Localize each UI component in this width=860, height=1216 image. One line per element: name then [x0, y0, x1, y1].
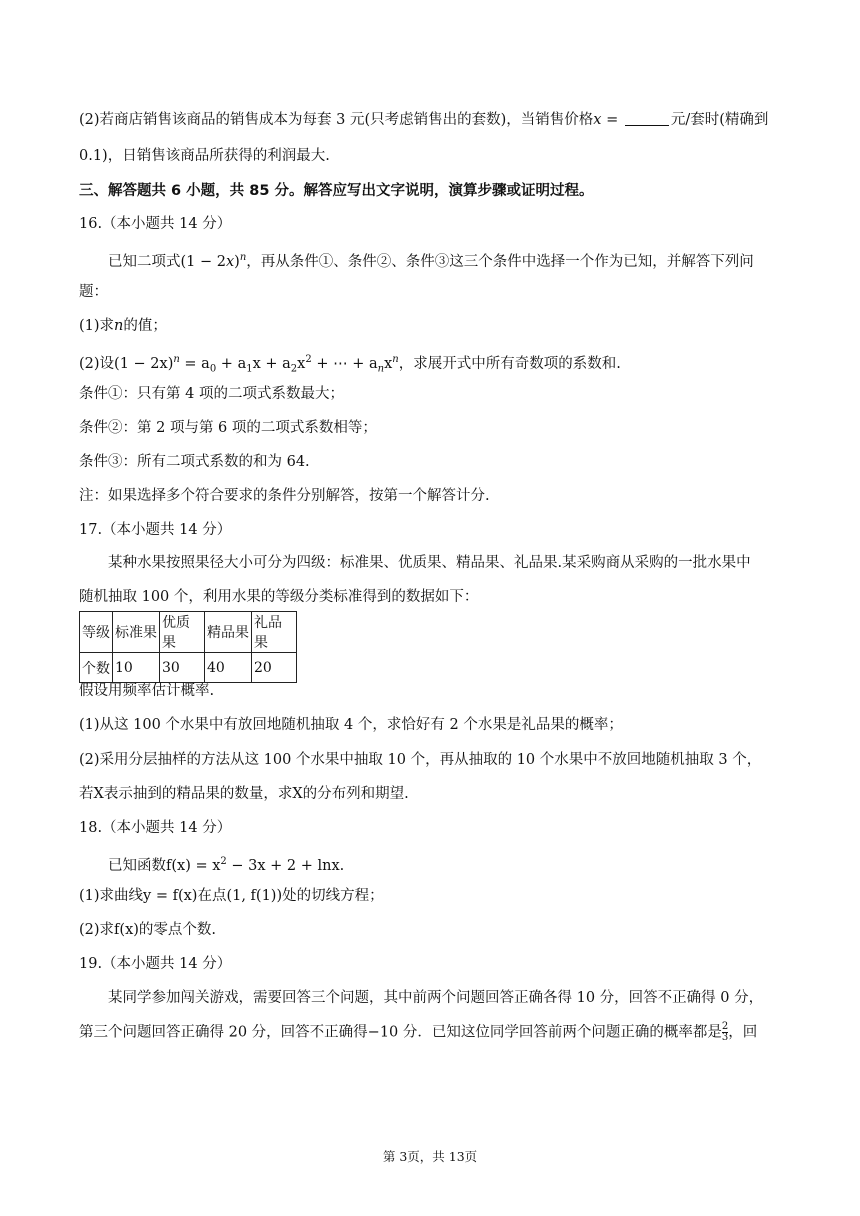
q16-part2-sup: n: [173, 354, 180, 365]
q16-part2-f: + ⋯ + a: [311, 355, 378, 372]
q16-part2: (2)设$(1 - 2x)^n = a_0 + a_1x + a_2x^2$ + ⋯ + $a_nx^n$，求展开式中所有奇数项的系数和.: [79, 354, 621, 375]
q15-part2-text: (2)若商店销售该商品的销售成本为每套 3 元(只考虑销售出的套数)，当销售价格: [79, 112, 594, 128]
q15-part2-line1: [79, 110, 768, 130]
q16-intro-x: x: [225, 253, 235, 270]
q18-intro-a: 已知函数f(x) = x: [108, 857, 221, 874]
section3-heading: 三、解答题共 6 小题，共 85 分。解答应写出文字说明，演算步骤或证明过程。: [79, 183, 594, 199]
q16-intro-a: 已知二项式(1 − 2: [108, 253, 226, 270]
q16-part2-c: + a: [216, 355, 247, 372]
q18-part2: (2)求f(x)的零点个数.: [79, 922, 217, 938]
q19-intro-c: ，回: [728, 1024, 758, 1041]
table-cell: 30: [160, 653, 205, 683]
q16-intro-line2: 题：: [79, 284, 108, 300]
table-cell: 等级: [80, 612, 113, 653]
q16-intro-c: ): [234, 253, 240, 270]
grade-table: [79, 611, 297, 683]
q17-intro-line2: 随机抽取 100 个，利用水果的等级分类标准得到的数据如下：: [79, 589, 479, 605]
q15-part2-text-b: 元/套时(精确到: [670, 112, 769, 128]
page-footer: 第 3页，共 13页: [382, 1149, 478, 1164]
q16-part2-a: (2)设(1 − 2x): [79, 355, 174, 372]
q16-number: 16.（本小题共 14 分）: [79, 216, 232, 232]
q16-part1-b: 的值；: [123, 318, 167, 334]
q16-intro-d: ，再从条件①、条件②、条件③这三个条件中选择一个作为已知，并解答下列问: [246, 253, 754, 270]
table-cell: 优质果: [160, 612, 205, 653]
q15-part2-text-c: 0.1)，日销售该商品所获得的利润最大.: [79, 148, 330, 164]
q17-number: 17.（本小题共 14 分）: [79, 522, 232, 538]
q16-part2-e: x: [297, 355, 306, 372]
table-cell: 20: [252, 653, 297, 683]
fraction-denominator: 3: [721, 1032, 729, 1043]
q16-part2-g: x: [384, 355, 393, 372]
q19-intro-b: 第三个问题回答正确得 20 分，回答不正确得−10 分．已知这位同学回答前两个问题正确的概率都是: [79, 1024, 722, 1041]
table-cell: 礼品果: [252, 612, 297, 653]
q19-number: 19.（本小题共 14 分）: [79, 956, 232, 972]
q17-intro-line1: 某种水果按照果径大小可分为四级：标准果、优质果、精品果、礼品果.某采购商从采购的一批水果中: [108, 555, 751, 571]
table-cell: 10: [113, 653, 160, 683]
q19-intro-line2: [79, 1022, 757, 1043]
q16-cond2: 条件②：第 2 项与第 6 项的二项式系数相等；: [79, 420, 377, 436]
fraction-numerator: 2: [721, 1021, 729, 1032]
q17-part1: (1)从这 100 个水果中有放回地随机抽取 4 个，求恰好有 2 个水果是礼品果的概率；: [79, 717, 623, 733]
q16-intro-sup: n: [239, 252, 247, 263]
q16-intro-line1: [108, 248, 754, 272]
q16-note: 注：如果选择多个符合要求的条件分别解答，按第一个解答计分.: [79, 488, 490, 504]
q18-intro-b: − 3x + 2 + lnx.: [226, 857, 345, 874]
q18-number: 18.（本小题共 14 分）: [79, 820, 232, 836]
q15-var-x: x =: [593, 112, 623, 128]
q18-intro: 已知函数$f(x) = x^2 - 3x + 2 + \ln x$.: [108, 856, 345, 874]
table-cell: 个数: [80, 653, 113, 683]
table-row: [80, 612, 297, 653]
q17-assume: 假设用频率估计概率.: [79, 683, 215, 699]
table-row: [80, 653, 297, 683]
q16-part2-b: = a: [179, 355, 210, 372]
q16-cond3: 条件③：所有二项式系数的和为 64.: [79, 454, 310, 470]
q17-part2-line2: 若X表示抽到的精品果的数量，求X的分布列和期望.: [79, 786, 409, 802]
q19-intro-line1: 某同学参加闯关游戏，需要回答三个问题，其中前两个问题回答正确各得 10 分，回答不正确得 0 分，: [108, 990, 764, 1006]
table-cell: 40: [205, 653, 252, 683]
q16-part2-d: x + a: [252, 355, 291, 372]
q16-part1-a: (1)求: [79, 318, 115, 334]
q16-part1-var: n: [114, 318, 124, 334]
q16-part2-h: ，求展开式中所有奇数项的系数和.: [398, 355, 621, 372]
q18-part1: (1)求曲线y = f(x)在点(1, f(1))处的切线方程；: [79, 888, 384, 904]
q16-part1: [79, 316, 167, 336]
answer-blank: [625, 111, 669, 126]
q15-part2-line2: [79, 146, 330, 166]
table-cell: 标准果: [113, 612, 160, 653]
q16-cond1: 条件①：只有第 4 项的二项式系数最大；: [79, 386, 344, 402]
table-cell: 精品果: [205, 612, 252, 653]
q17-part2-line1: (2)采用分层抽样的方法从这 100 个水果中抽取 10 个，再从抽取的 10 个水果中不放回地随机抽取 3 个，: [79, 752, 762, 768]
